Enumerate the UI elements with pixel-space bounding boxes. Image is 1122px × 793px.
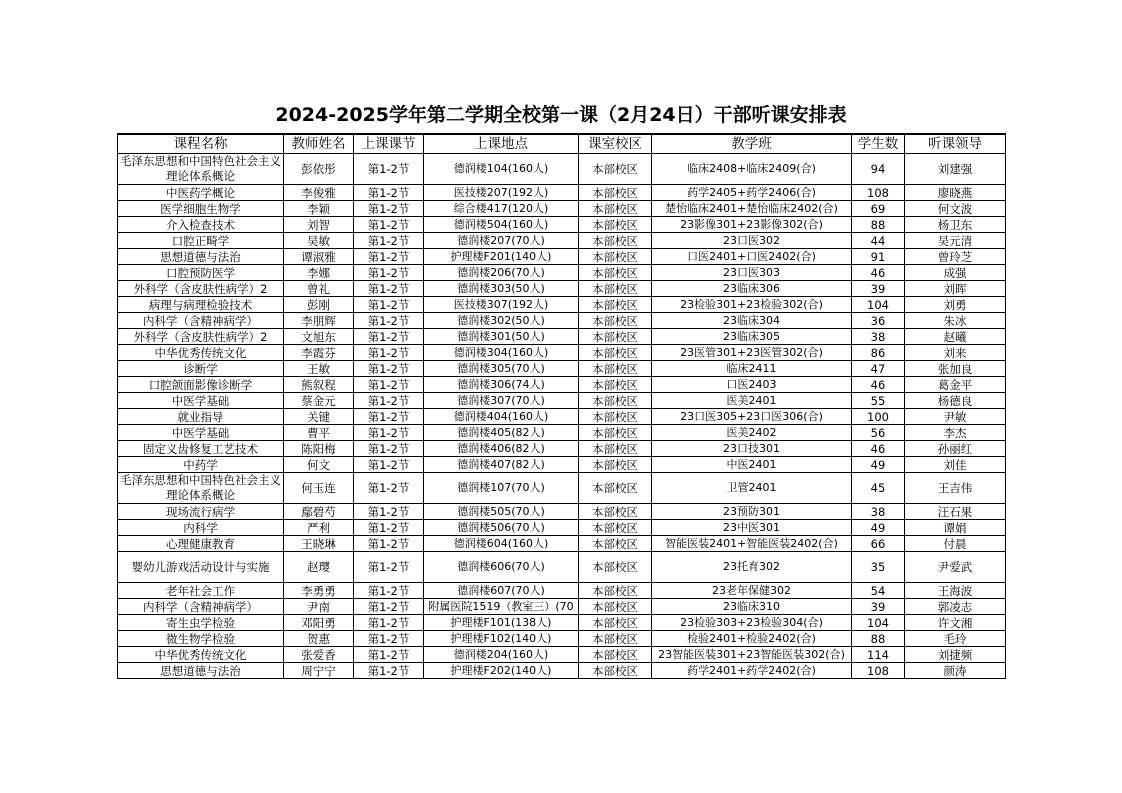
cell-leader: 赵曦	[905, 329, 1006, 345]
cell-period: 第1-2节	[354, 377, 424, 393]
cell-teacher-name: 李俊雅	[284, 185, 354, 201]
cell-course-name: 外科学（含皮肤性病学）2	[118, 281, 284, 297]
cell-location: 德润楼306(74人)	[424, 377, 579, 393]
cell-location: 德润楼504(160人)	[424, 217, 579, 233]
cell-course-name: 内科学（含精神病学）	[118, 313, 284, 329]
cell-location: 护理楼F202(140人)	[424, 663, 579, 679]
cell-class: 口医2401+口医2402(合)	[652, 249, 852, 265]
cell-teacher-name: 尹南	[284, 599, 354, 615]
cell-student-count: 46	[852, 441, 905, 457]
cell-campus: 本部校区	[579, 265, 652, 281]
cell-student-count: 66	[852, 536, 905, 552]
cell-period: 第1-2节	[354, 583, 424, 599]
cell-period: 第1-2节	[354, 201, 424, 217]
cell-campus: 本部校区	[579, 457, 652, 473]
cell-course-name: 诊断学	[118, 361, 284, 377]
cell-teacher-name: 李颖	[284, 201, 354, 217]
cell-location: 德润楼207(70人)	[424, 233, 579, 249]
cell-student-count: 49	[852, 520, 905, 536]
cell-course-name: 口腔颌面影像诊断学	[118, 377, 284, 393]
cell-student-count: 88	[852, 631, 905, 647]
cell-course-name: 中华优秀传统文化	[118, 345, 284, 361]
table-row	[118, 599, 1006, 615]
cell-student-count: 91	[852, 249, 905, 265]
table-row	[118, 583, 1006, 599]
cell-location: 医技楼307(192人)	[424, 297, 579, 313]
table-row	[118, 329, 1006, 345]
cell-campus: 本部校区	[579, 647, 652, 663]
cell-class: 口医2403	[652, 377, 852, 393]
cell-class: 医美2401	[652, 393, 852, 409]
table-row	[118, 377, 1006, 393]
cell-location: 德润楼303(50人)	[424, 281, 579, 297]
cell-class: 楚怡临床2401+楚怡临床2402(合)	[652, 201, 852, 217]
cell-period: 第1-2节	[354, 409, 424, 425]
cell-location: 德润楼506(70人)	[424, 520, 579, 536]
cell-course-name: 中药学	[118, 457, 284, 473]
cell-period: 第1-2节	[354, 297, 424, 313]
cell-leader: 刘建强	[905, 154, 1006, 185]
cell-teacher-name: 蔡金元	[284, 393, 354, 409]
cell-student-count: 39	[852, 599, 905, 615]
cell-student-count: 35	[852, 552, 905, 583]
cell-teacher-name: 何文	[284, 457, 354, 473]
cell-period: 第1-2节	[354, 473, 424, 504]
cell-location: 德润楼107(70人)	[424, 473, 579, 504]
cell-campus: 本部校区	[579, 154, 652, 185]
table-row	[118, 647, 1006, 663]
page-title: 2024-2025学年第二学期全校第一课（2月24日）干部听课安排表	[275, 104, 847, 126]
cell-teacher-name: 谭淑雅	[284, 249, 354, 265]
cell-student-count: 39	[852, 281, 905, 297]
header-period: 上课课节	[354, 134, 424, 154]
cell-teacher-name: 曾礼	[284, 281, 354, 297]
cell-location: 德润楼304(160人)	[424, 345, 579, 361]
table-row	[118, 297, 1006, 313]
cell-campus: 本部校区	[579, 201, 652, 217]
cell-teacher-name: 贺惠	[284, 631, 354, 647]
cell-course-name: 微生物学检验	[118, 631, 284, 647]
cell-student-count: 108	[852, 663, 905, 679]
cell-course-name: 中华优秀传统文化	[118, 647, 284, 663]
cell-class: 23临床304	[652, 313, 852, 329]
header-campus: 课室校区	[579, 134, 652, 154]
cell-campus: 本部校区	[579, 425, 652, 441]
cell-period: 第1-2节	[354, 425, 424, 441]
cell-leader: 刘捷频	[905, 647, 1006, 663]
cell-leader: 郭凌志	[905, 599, 1006, 615]
cell-course-name: 婴幼儿游戏活动设计与实施	[118, 552, 284, 583]
cell-leader: 张加良	[905, 361, 1006, 377]
cell-period: 第1-2节	[354, 457, 424, 473]
cell-course-name: 内科学（含精神病学）	[118, 599, 284, 615]
cell-leader: 刘晖	[905, 281, 1006, 297]
header-class: 教学班	[652, 134, 852, 154]
cell-course-name: 寄生虫学检验	[118, 615, 284, 631]
cell-class: 药学2405+药学2406(合)	[652, 185, 852, 201]
cell-course-name: 医学细胞生物学	[118, 201, 284, 217]
cell-course-name: 中医药学概论	[118, 185, 284, 201]
cell-period: 第1-2节	[354, 520, 424, 536]
cell-campus: 本部校区	[579, 377, 652, 393]
cell-teacher-name: 吴敏	[284, 233, 354, 249]
cell-period: 第1-2节	[354, 536, 424, 552]
cell-student-count: 49	[852, 457, 905, 473]
cell-leader: 杨卫东	[905, 217, 1006, 233]
cell-teacher-name: 鄢碧芍	[284, 504, 354, 520]
cell-teacher-name: 何玉连	[284, 473, 354, 504]
cell-period: 第1-2节	[354, 329, 424, 345]
cell-course-name: 中医学基础	[118, 425, 284, 441]
table-row	[118, 265, 1006, 281]
cell-campus: 本部校区	[579, 583, 652, 599]
cell-campus: 本部校区	[579, 409, 652, 425]
cell-class: 药学2401+药学2402(合)	[652, 663, 852, 679]
cell-campus: 本部校区	[579, 552, 652, 583]
cell-leader: 何文波	[905, 201, 1006, 217]
cell-location: 德润楼606(70人)	[424, 552, 579, 583]
cell-class: 23临床310	[652, 599, 852, 615]
cell-leader: 刘来	[905, 345, 1006, 361]
cell-class: 23托育302	[652, 552, 852, 583]
table-row	[118, 425, 1006, 441]
table-row	[118, 457, 1006, 473]
cell-course-name: 现场流行病学	[118, 504, 284, 520]
table-row	[118, 520, 1006, 536]
cell-campus: 本部校区	[579, 520, 652, 536]
cell-course-name: 外科学（含皮肤性病学）2	[118, 329, 284, 345]
cell-campus: 本部校区	[579, 663, 652, 679]
cell-location: 德润楼404(160人)	[424, 409, 579, 425]
cell-leader: 朱冰	[905, 313, 1006, 329]
cell-campus: 本部校区	[579, 233, 652, 249]
cell-location: 德润楼302(50人)	[424, 313, 579, 329]
cell-teacher-name: 张爱香	[284, 647, 354, 663]
cell-period: 第1-2节	[354, 441, 424, 457]
cell-teacher-name: 王敏	[284, 361, 354, 377]
cell-period: 第1-2节	[354, 599, 424, 615]
cell-leader: 杨德良	[905, 393, 1006, 409]
table-row	[118, 663, 1006, 679]
cell-class: 临床2408+临床2409(合)	[652, 154, 852, 185]
table-row	[118, 615, 1006, 631]
cell-course-name: 就业指导	[118, 409, 284, 425]
cell-leader: 尹敏	[905, 409, 1006, 425]
cell-campus: 本部校区	[579, 313, 652, 329]
cell-location: 护理楼F101(138人)	[424, 615, 579, 631]
cell-teacher-name: 陈阳梅	[284, 441, 354, 457]
cell-leader: 王吉伟	[905, 473, 1006, 504]
cell-campus: 本部校区	[579, 504, 652, 520]
cell-leader: 谭娟	[905, 520, 1006, 536]
cell-location: 德润楼301(50人)	[424, 329, 579, 345]
cell-leader: 付晨	[905, 536, 1006, 552]
cell-student-count: 104	[852, 297, 905, 313]
cell-period: 第1-2节	[354, 663, 424, 679]
cell-period: 第1-2节	[354, 249, 424, 265]
table-row	[118, 185, 1006, 201]
cell-teacher-name: 邓阳勇	[284, 615, 354, 631]
table-header-row	[118, 134, 1006, 154]
table-row	[118, 361, 1006, 377]
cell-campus: 本部校区	[579, 615, 652, 631]
cell-leader: 颜涛	[905, 663, 1006, 679]
cell-course-name: 内科学	[118, 520, 284, 536]
cell-teacher-name: 刘智	[284, 217, 354, 233]
cell-leader: 许文湘	[905, 615, 1006, 631]
cell-course-name: 心理健康教育	[118, 536, 284, 552]
cell-class: 检验2401+检验2402(合)	[652, 631, 852, 647]
cell-course-name: 口腔预防医学	[118, 265, 284, 281]
cell-location: 德润楼405(82人)	[424, 425, 579, 441]
cell-campus: 本部校区	[579, 185, 652, 201]
cell-period: 第1-2节	[354, 631, 424, 647]
cell-class: 23口技301	[652, 441, 852, 457]
cell-location: 德润楼607(70人)	[424, 583, 579, 599]
cell-teacher-name: 李霞芬	[284, 345, 354, 361]
cell-class: 23检验301+23检验302(合)	[652, 297, 852, 313]
table-row	[118, 313, 1006, 329]
cell-student-count: 69	[852, 201, 905, 217]
cell-location: 附属医院1519（教室三）(70	[424, 599, 579, 615]
table-row	[118, 201, 1006, 217]
cell-location: 德润楼307(70人)	[424, 393, 579, 409]
cell-location: 综合楼417(120人)	[424, 201, 579, 217]
cell-teacher-name: 曹平	[284, 425, 354, 441]
cell-class: 23临床306	[652, 281, 852, 297]
cell-teacher-name: 彭刚	[284, 297, 354, 313]
table-row	[118, 552, 1006, 583]
cell-teacher-name: 李娜	[284, 265, 354, 281]
table-row	[118, 409, 1006, 425]
cell-class: 23老年保健302	[652, 583, 852, 599]
cell-student-count: 38	[852, 504, 905, 520]
table-row	[118, 233, 1006, 249]
cell-teacher-name: 李勇勇	[284, 583, 354, 599]
cell-course-name: 中医学基础	[118, 393, 284, 409]
cell-teacher-name: 文旭东	[284, 329, 354, 345]
cell-teacher-name: 周宁宁	[284, 663, 354, 679]
table-row	[118, 217, 1006, 233]
cell-class: 23智能医装301+23智能医装302(合)	[652, 647, 852, 663]
table-row	[118, 473, 1006, 504]
table-row	[118, 393, 1006, 409]
table-row	[118, 281, 1006, 297]
cell-campus: 本部校区	[579, 345, 652, 361]
header-teacher: 教师姓名	[284, 134, 354, 154]
cell-course-name: 思想道德与法治	[118, 663, 284, 679]
cell-location: 护理楼F201(140人)	[424, 249, 579, 265]
cell-period: 第1-2节	[354, 504, 424, 520]
cell-class: 智能医装2401+智能医装2402(合)	[652, 536, 852, 552]
cell-teacher-name: 熊叙程	[284, 377, 354, 393]
cell-class: 23影像301+23影像302(合)	[652, 217, 852, 233]
cell-period: 第1-2节	[354, 647, 424, 663]
cell-student-count: 86	[852, 345, 905, 361]
cell-location: 护理楼F102(140人)	[424, 631, 579, 647]
cell-leader: 毛玲	[905, 631, 1006, 647]
cell-student-count: 56	[852, 425, 905, 441]
table-row	[118, 441, 1006, 457]
cell-leader: 廖晓燕	[905, 185, 1006, 201]
cell-student-count: 46	[852, 377, 905, 393]
cell-class: 23检验303+23检验304(合)	[652, 615, 852, 631]
cell-leader: 尹爱武	[905, 552, 1006, 583]
cell-period: 第1-2节	[354, 217, 424, 233]
cell-period: 第1-2节	[354, 615, 424, 631]
cell-period: 第1-2节	[354, 313, 424, 329]
cell-location: 德润楼407(82人)	[424, 457, 579, 473]
cell-period: 第1-2节	[354, 185, 424, 201]
cell-period: 第1-2节	[354, 393, 424, 409]
cell-leader: 吴元清	[905, 233, 1006, 249]
cell-teacher-name: 王晓琳	[284, 536, 354, 552]
cell-period: 第1-2节	[354, 233, 424, 249]
cell-location: 德润楼305(70人)	[424, 361, 579, 377]
cell-location: 医技楼207(192人)	[424, 185, 579, 201]
cell-class: 23临床305	[652, 329, 852, 345]
cell-course-name: 口腔正畸学	[118, 233, 284, 249]
cell-campus: 本部校区	[579, 473, 652, 504]
table-row	[118, 631, 1006, 647]
header-students: 学生数	[852, 134, 905, 154]
cell-class: 23预防301	[652, 504, 852, 520]
cell-leader: 葛金平	[905, 377, 1006, 393]
cell-class: 中医2401	[652, 457, 852, 473]
cell-teacher-name: 彭依彤	[284, 154, 354, 185]
header-course: 课程名称	[118, 134, 284, 154]
cell-class: 23医管301+23医管302(合)	[652, 345, 852, 361]
table-row	[118, 249, 1006, 265]
cell-period: 第1-2节	[354, 552, 424, 583]
cell-leader: 孙丽红	[905, 441, 1006, 457]
cell-student-count: 94	[852, 154, 905, 185]
schedule-table	[117, 133, 1006, 679]
table-row	[118, 345, 1006, 361]
cell-course-name: 病理与病理检验技术	[118, 297, 284, 313]
cell-location: 德润楼204(160人)	[424, 647, 579, 663]
cell-campus: 本部校区	[579, 441, 652, 457]
cell-course-name: 介入检查技术	[118, 217, 284, 233]
cell-period: 第1-2节	[354, 154, 424, 185]
cell-leader: 汪石果	[905, 504, 1006, 520]
cell-student-count: 36	[852, 313, 905, 329]
cell-campus: 本部校区	[579, 536, 652, 552]
cell-class: 23口医303	[652, 265, 852, 281]
cell-student-count: 104	[852, 615, 905, 631]
cell-campus: 本部校区	[579, 599, 652, 615]
cell-location: 德润楼406(82人)	[424, 441, 579, 457]
cell-student-count: 38	[852, 329, 905, 345]
cell-location: 德润楼604(160人)	[424, 536, 579, 552]
cell-period: 第1-2节	[354, 265, 424, 281]
cell-student-count: 88	[852, 217, 905, 233]
cell-location: 德润楼104(160人)	[424, 154, 579, 185]
cell-course-name: 毛泽东思想和中国特色社会主义理论体系概论	[118, 154, 284, 185]
cell-period: 第1-2节	[354, 281, 424, 297]
cell-student-count: 46	[852, 265, 905, 281]
cell-teacher-name: 李朋辉	[284, 313, 354, 329]
cell-student-count: 54	[852, 583, 905, 599]
cell-class: 23口医305+23口医306(合)	[652, 409, 852, 425]
cell-campus: 本部校区	[579, 361, 652, 377]
cell-period: 第1-2节	[354, 361, 424, 377]
table-row	[118, 504, 1006, 520]
cell-campus: 本部校区	[579, 329, 652, 345]
cell-student-count: 108	[852, 185, 905, 201]
cell-course-name: 毛泽东思想和中国特色社会主义理论体系概论	[118, 473, 284, 504]
cell-leader: 李杰	[905, 425, 1006, 441]
cell-campus: 本部校区	[579, 281, 652, 297]
cell-class: 临床2411	[652, 361, 852, 377]
cell-campus: 本部校区	[579, 631, 652, 647]
table-row	[118, 536, 1006, 552]
cell-leader: 曾玲芝	[905, 249, 1006, 265]
cell-student-count: 114	[852, 647, 905, 663]
cell-course-name: 固定义齿修复工艺技术	[118, 441, 284, 457]
table-row	[118, 154, 1006, 185]
cell-course-name: 老年社会工作	[118, 583, 284, 599]
cell-teacher-name: 关键	[284, 409, 354, 425]
cell-student-count: 100	[852, 409, 905, 425]
cell-student-count: 44	[852, 233, 905, 249]
header-leader: 听课领导	[905, 134, 1006, 154]
cell-teacher-name: 赵璎	[284, 552, 354, 583]
cell-student-count: 47	[852, 361, 905, 377]
cell-location: 德润楼206(70人)	[424, 265, 579, 281]
cell-class: 23中医301	[652, 520, 852, 536]
cell-leader: 刘佳	[905, 457, 1006, 473]
cell-course-name: 思想道德与法治	[118, 249, 284, 265]
cell-leader: 刘勇	[905, 297, 1006, 313]
cell-campus: 本部校区	[579, 249, 652, 265]
cell-campus: 本部校区	[579, 217, 652, 233]
cell-class: 卫管2401	[652, 473, 852, 504]
cell-leader: 成强	[905, 265, 1006, 281]
cell-class: 23口医302	[652, 233, 852, 249]
cell-teacher-name: 严利	[284, 520, 354, 536]
cell-student-count: 55	[852, 393, 905, 409]
cell-location: 德润楼505(70人)	[424, 504, 579, 520]
cell-campus: 本部校区	[579, 297, 652, 313]
cell-campus: 本部校区	[579, 393, 652, 409]
cell-period: 第1-2节	[354, 345, 424, 361]
cell-class: 医美2402	[652, 425, 852, 441]
cell-leader: 王海波	[905, 583, 1006, 599]
header-location: 上课地点	[424, 134, 579, 154]
cell-student-count: 45	[852, 473, 905, 504]
